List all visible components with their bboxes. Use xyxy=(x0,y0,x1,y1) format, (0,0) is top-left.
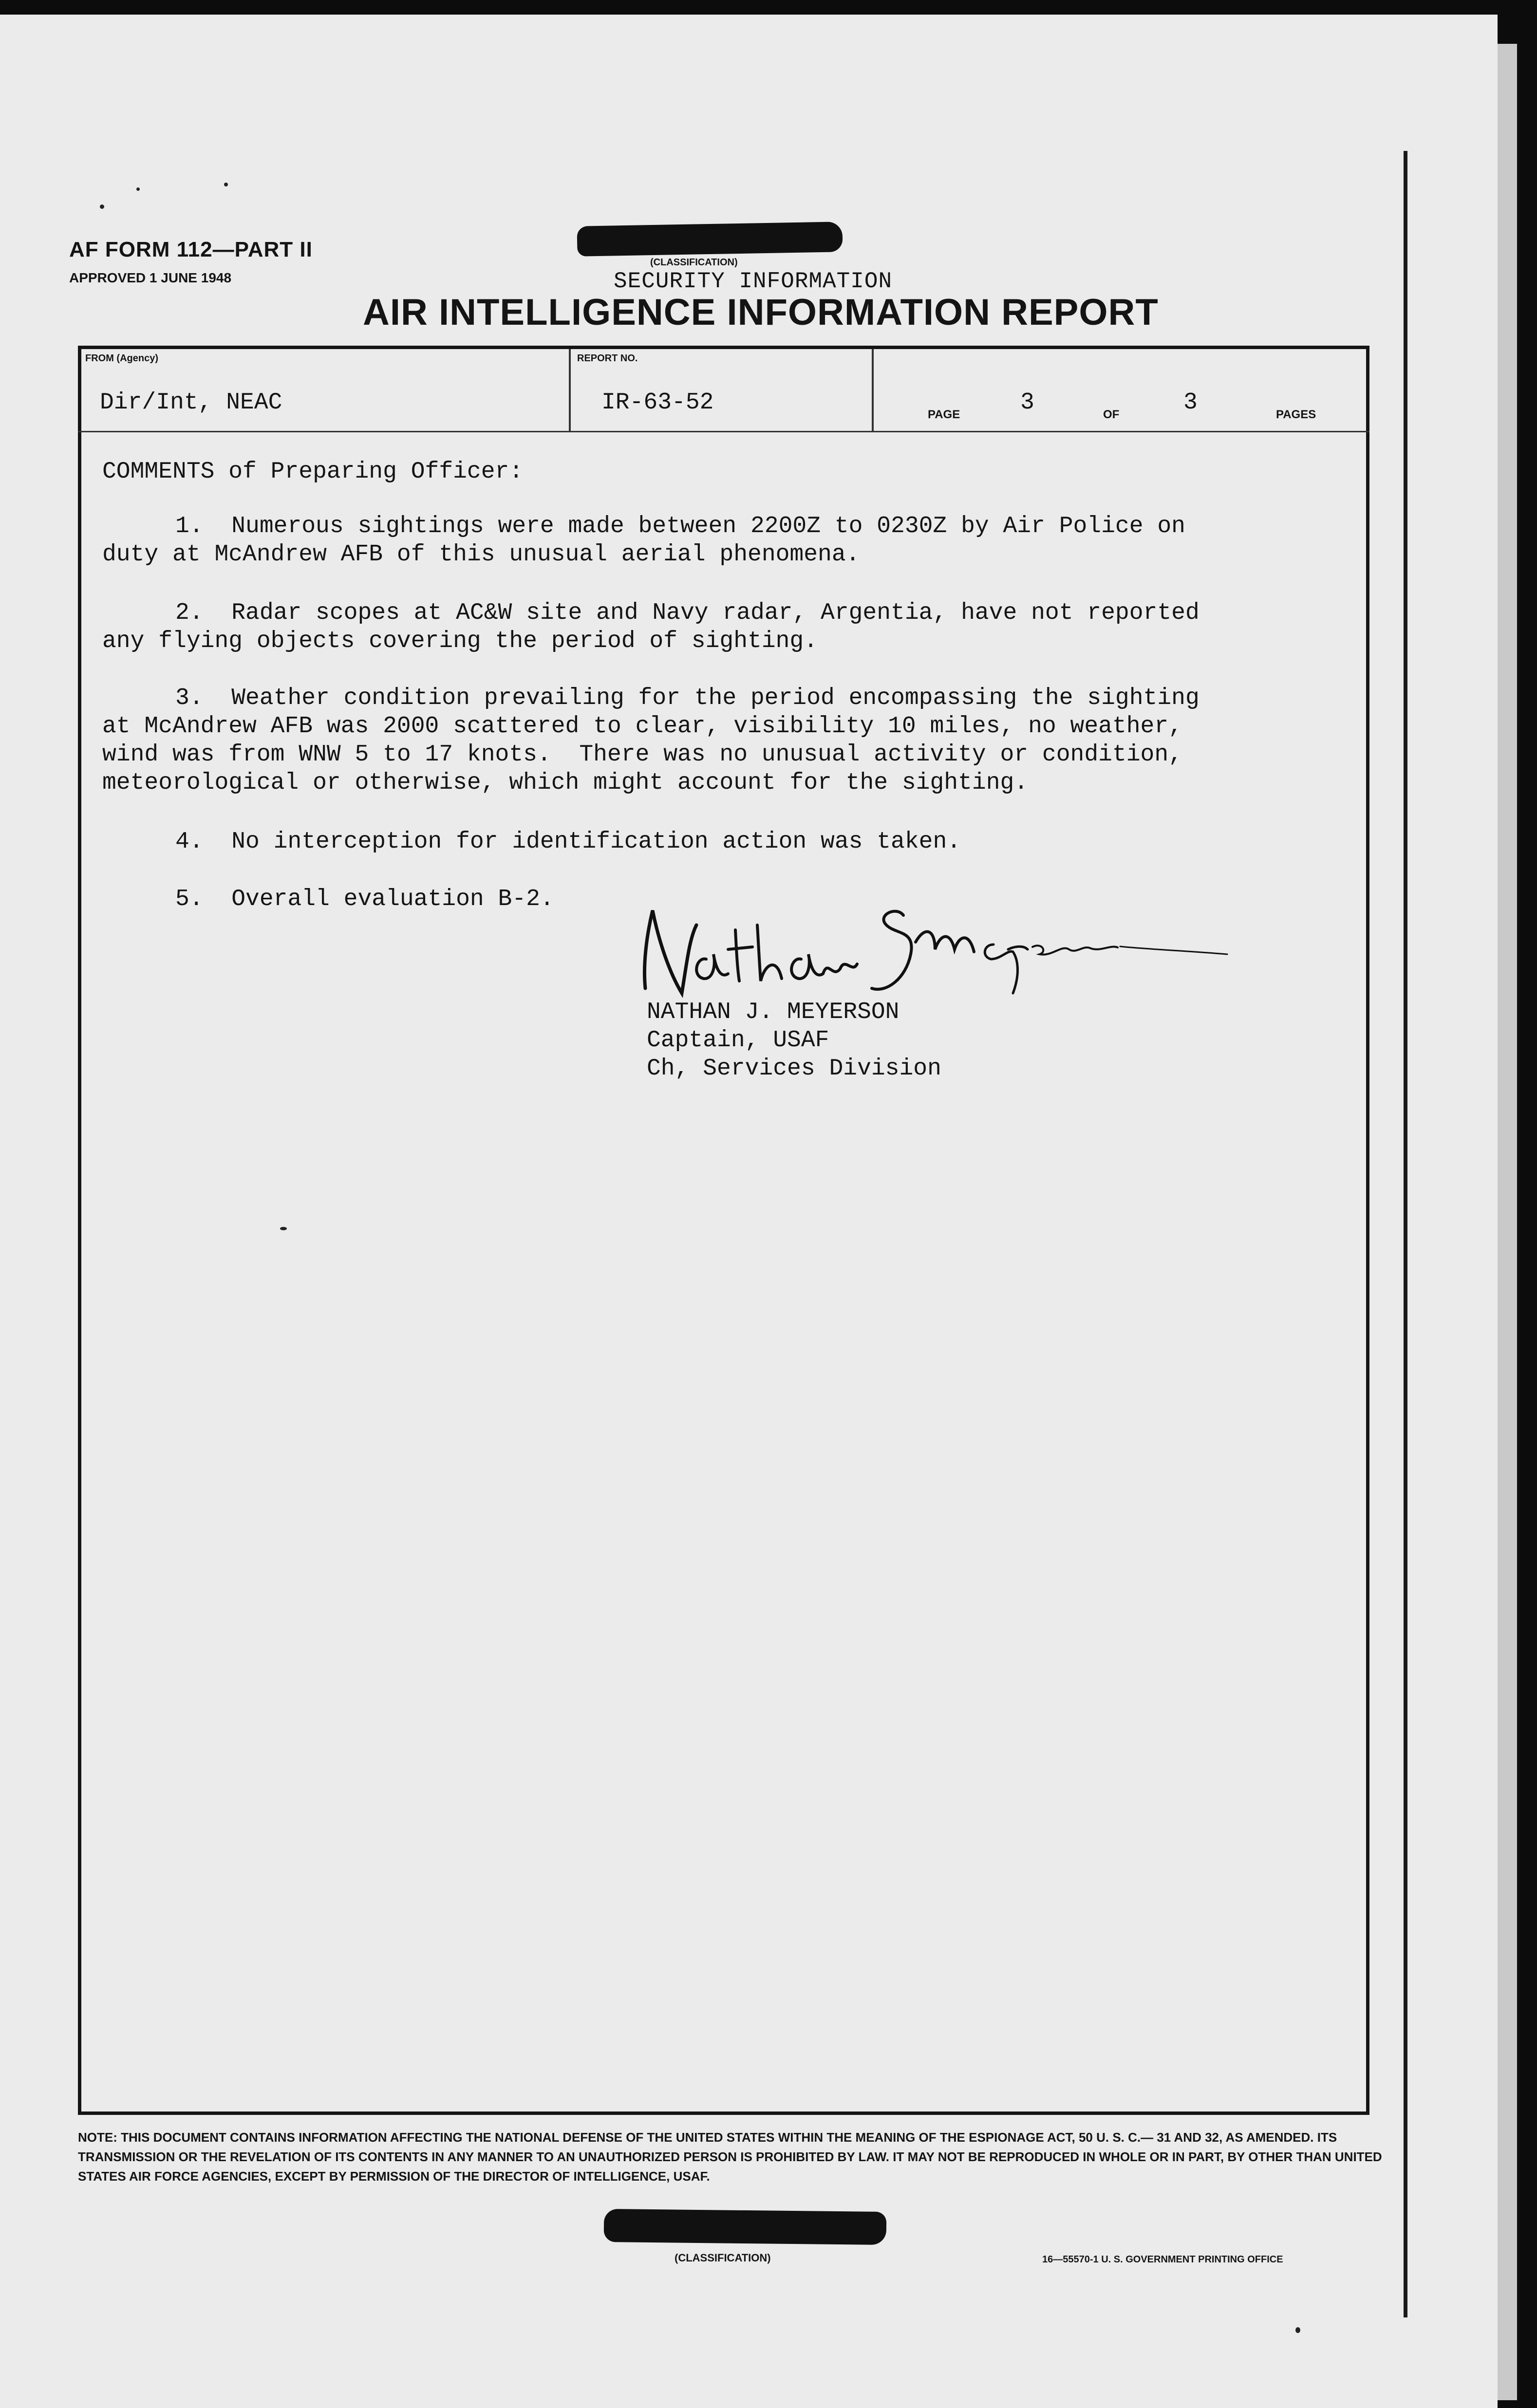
pages-label: PAGES xyxy=(1276,408,1316,421)
header-column-divider xyxy=(569,349,571,431)
header-column-divider xyxy=(872,349,874,431)
comment-3-line-4: meteorological or otherwise, which might account for the sighting. xyxy=(102,770,1029,796)
comment-3-line-3: wind was from WNW 5 to 17 knots. There was no unusual activity or condition, xyxy=(102,741,1182,768)
classification-label-top: (CLASSIFICATION) xyxy=(650,257,738,268)
report-title: AIR INTELLIGENCE INFORMATION REPORT xyxy=(363,292,1159,333)
from-label: FROM (Agency) xyxy=(85,353,158,364)
comment-4: 4. No interception for identification action was taken. xyxy=(175,829,961,855)
espionage-notice xyxy=(78,2128,1403,2186)
scan-speck xyxy=(1295,2327,1300,2333)
signer-title: Ch, Services Division xyxy=(647,1056,941,1082)
printing-office-mark: 16—55570-1 U. S. GOVERNMENT PRINTING OFFICE xyxy=(1042,2254,1283,2265)
redaction-bar-top xyxy=(577,222,843,257)
comment-2-line-2: any flying objects covering the period of sighting. xyxy=(102,628,818,654)
page-fold-shadow xyxy=(1404,151,1407,2317)
scan-speck xyxy=(100,204,104,209)
comment-3-line-2: at McAndrew AFB was 2000 scattered to clear, visibility 10 miles, no weather, xyxy=(102,713,1182,740)
scan-speck xyxy=(224,183,228,186)
note-text: THIS DOCUMENT CONTAINS INFORMATION AFFECTING THE NATIONAL DEFENSE OF THE UNITED STATES WITHIN THE MEANING OF THE ESPIONAGE ACT, 50 U. S. C.— 31 AND 32, AS AMENDED. ITS TRANSMISSION OR THE REVELATION OF ITS CONTENTS IN ANY MANNER TO AN UNAUTHORIZED PERSON IS PROHIBITED BY LAW. IT MAY NOT BE REPRODUCED IN WHOLE OR IN PART, BY OTHER THAN UNITED STATES AIR FORCE AGENCIES, EXCEPT BY PERMISSION OF THE DIRECTOR OF INTELLIGENCE, USAF. xyxy=(78,2130,1382,2184)
comment-1-line-1: 1. Numerous sightings were made between 2200Z to 0230Z by Air Police on xyxy=(175,513,1185,539)
comment-1-line-2: duty at McAndrew AFB of this unusual aerial phenomena. xyxy=(102,541,860,568)
scan-speck xyxy=(136,187,140,191)
note-label: NOTE: xyxy=(78,2130,117,2145)
report-no-label: REPORT NO. xyxy=(577,353,638,364)
comment-5: 5. Overall evaluation B-2. xyxy=(175,886,554,912)
page-total: 3 xyxy=(1183,389,1198,416)
signer-rank: Captain, USAF xyxy=(647,1027,829,1054)
classification-label-bottom: (CLASSIFICATION) xyxy=(675,2252,771,2264)
redaction-bar-bottom xyxy=(604,2209,887,2245)
adjacent-page-edge xyxy=(1498,44,1517,2400)
page-number: 3 xyxy=(1020,389,1034,416)
page-label: PAGE xyxy=(928,408,960,421)
security-information: SECURITY INFORMATION xyxy=(614,269,893,294)
comments-heading: COMMENTS of Preparing Officer: xyxy=(102,459,524,485)
signer-name: NATHAN J. MEYERSON xyxy=(647,999,900,1025)
comment-2-line-1: 2. Radar scopes at AC&W site and Navy radar, Argentia, have not reported xyxy=(175,600,1200,626)
header-divider xyxy=(78,431,1369,432)
from-value: Dir/Int, NEAC xyxy=(100,389,282,416)
form-approved-date: APPROVED 1 JUNE 1948 xyxy=(69,270,232,285)
report-no-value: IR-63-52 xyxy=(601,389,714,416)
comment-3-line-1: 3. Weather condition prevailing for the period encompassing the sighting xyxy=(175,685,1200,711)
of-label: OF xyxy=(1103,408,1120,421)
form-id: AF FORM 112—PART II xyxy=(69,238,313,261)
